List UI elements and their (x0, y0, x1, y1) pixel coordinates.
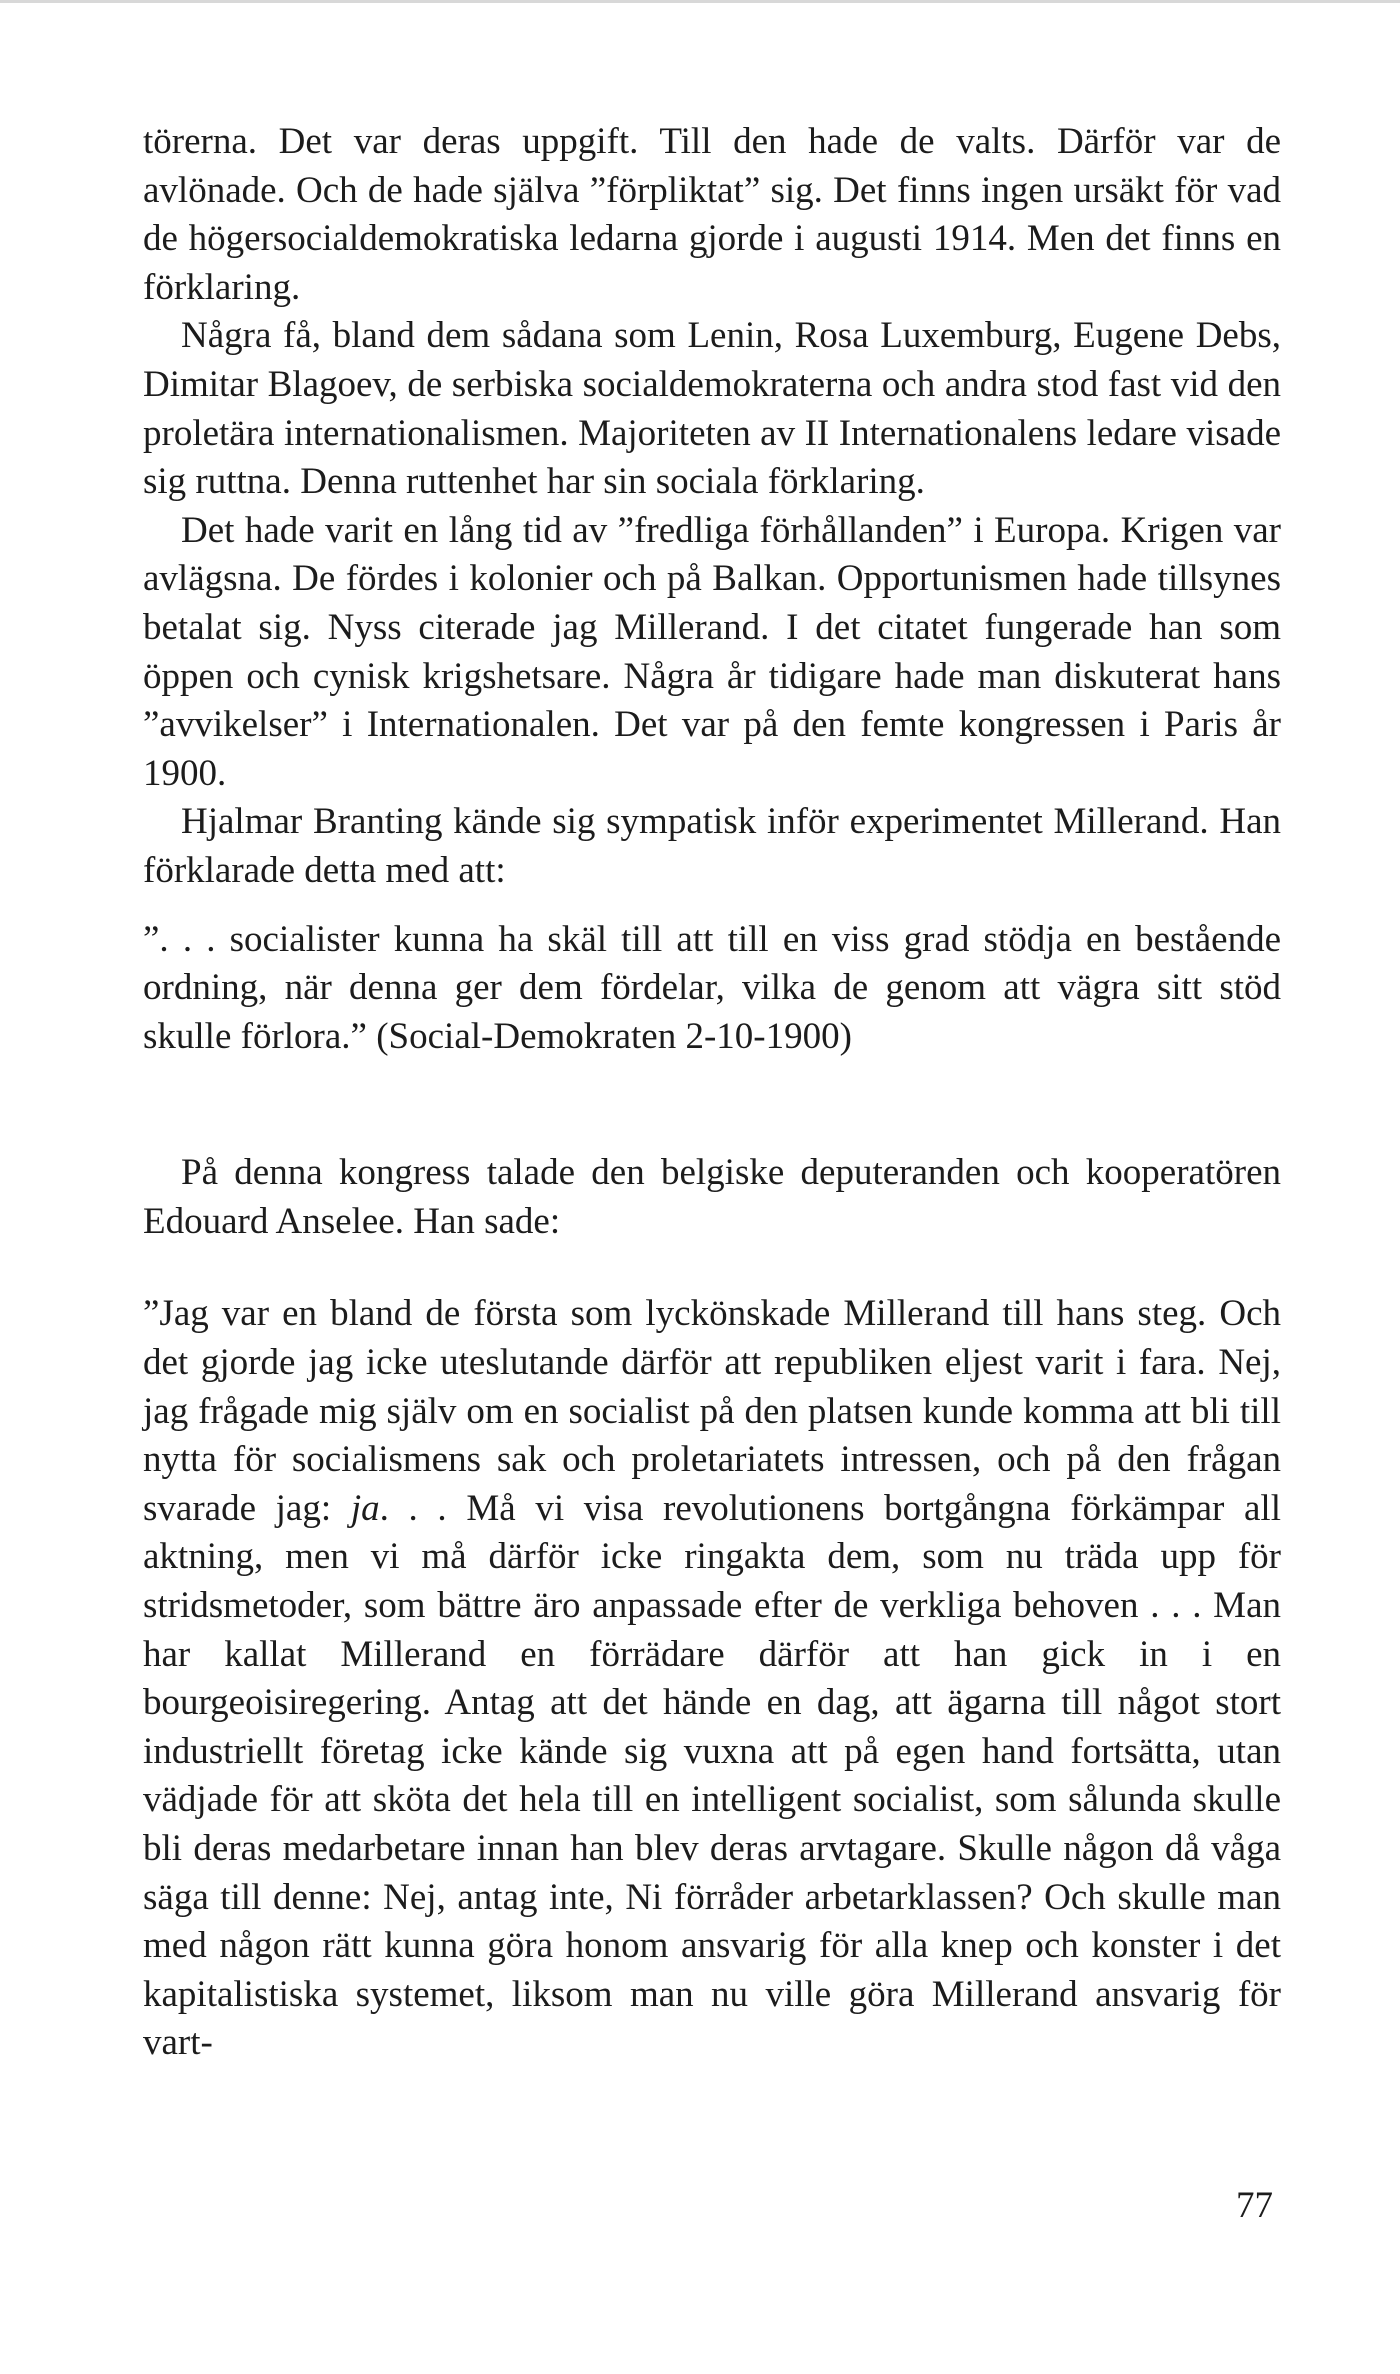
paragraph-lenin-luxemburg: Några få, bland dem sådana som Lenin, Rosa Luxemburg, Eugene Debs, Dimitar Blagoev, de serbiska socialdemokraterna och andra stod fast vid den proletära internationalismen. Majoriteten av II Internationalens ledare visade sig ruttna. Denna ruttenhet har sin sociala förklaring. (143, 315, 1281, 503)
quote-social-demokraten: ”. . . socialister kunna ha skäl till att till en viss grad stödja en bestående ordning, när denna ger dem fördelar, vilka de genom att vägra sitt stöd skulle förlora.” (Social-Demokraten 2-10-1900) (143, 918, 1281, 1057)
book-page-text (143, 118, 1281, 2068)
paragraph-anselee: På denna kongress talade den belgiske deputeranden och kooperatören Edouard Anselee. Han sade: (143, 1152, 1281, 1242)
page-number: 77 (1236, 2185, 1273, 2226)
quote-anselee-part-1: ”Jag var en bland de första som lyckönskade Millerand till hans steg. Och det gjorde jag icke uteslutande därför att republiken eljest varit i fara. Nej, jag frågade mig själv om en socialist på den platsen kunde komma att bli till nytta för socialismens sak och proletariatets intressen, och på den frågan svarade jag: (143, 1293, 1281, 1529)
paragraph-fredliga-forhallanden: Det hade varit en lång tid av ”fredliga förhållanden” i Europa. Krigen var avlägsna. De fördes i kolonier och på Balkan. Opportunismen hade tillsynes betalat sig. Nyss citerade jag Millerand. I det citatet fungerade han som öppen och cynisk krigshetsare. Några år tidigare hade man diskuterat hans ”avvikelser” i Internationalen. Det var på den femte kongressen i Paris år 1900. (143, 509, 1281, 794)
scan-top-edge (0, 0, 1400, 3)
quote-anselee-part-2: . . . Må vi visa revolutionens bortgångna förkämpar all aktning, men vi må därför icke ringakta dem, som nu träda upp för stridsmetoder, som bättre äro anpassade efter de verkliga behoven . . . Man har kallat Millerand en förrädare därför att han gick in i en bourgeoisiregering. Antag att det hände en dag, att ägarna till något stort industriellt företag icke kände sig vuxna att på egen hand fortsätta, utan vädjade för att sköta det hela till en intelligent socialist, som sålunda skulle bli deras medarbetare innan han blev deras arvtagare. Skulle någon då våga säga till denne: Nej, antag inte, Ni förråder arbetarklassen? Och skulle man med någon rätt kunna göra honom ansvarig för alla knep och konster i det kapitalistiska systemet, liksom man nu ville göra Millerand ansvarig för vart- (143, 1487, 1281, 2064)
paragraph-branting: Hjalmar Branting kände sig sympatisk inför experimentet Millerand. Han förklarade detta med att: (143, 801, 1281, 891)
quote-anselee-emphasis: ja (350, 1487, 380, 1529)
quote-anselee (143, 1290, 1281, 2068)
paragraph-continuation: törerna. Det var deras uppgift. Till den hade de valts. Därför var de avlönade. Och de hade själva ”förpliktat” sig. Det finns ingen ursäkt för vad de högersocialdemokratiska ledarna gjorde i augusti 1914. Men det finns en förklaring. (143, 121, 1281, 308)
